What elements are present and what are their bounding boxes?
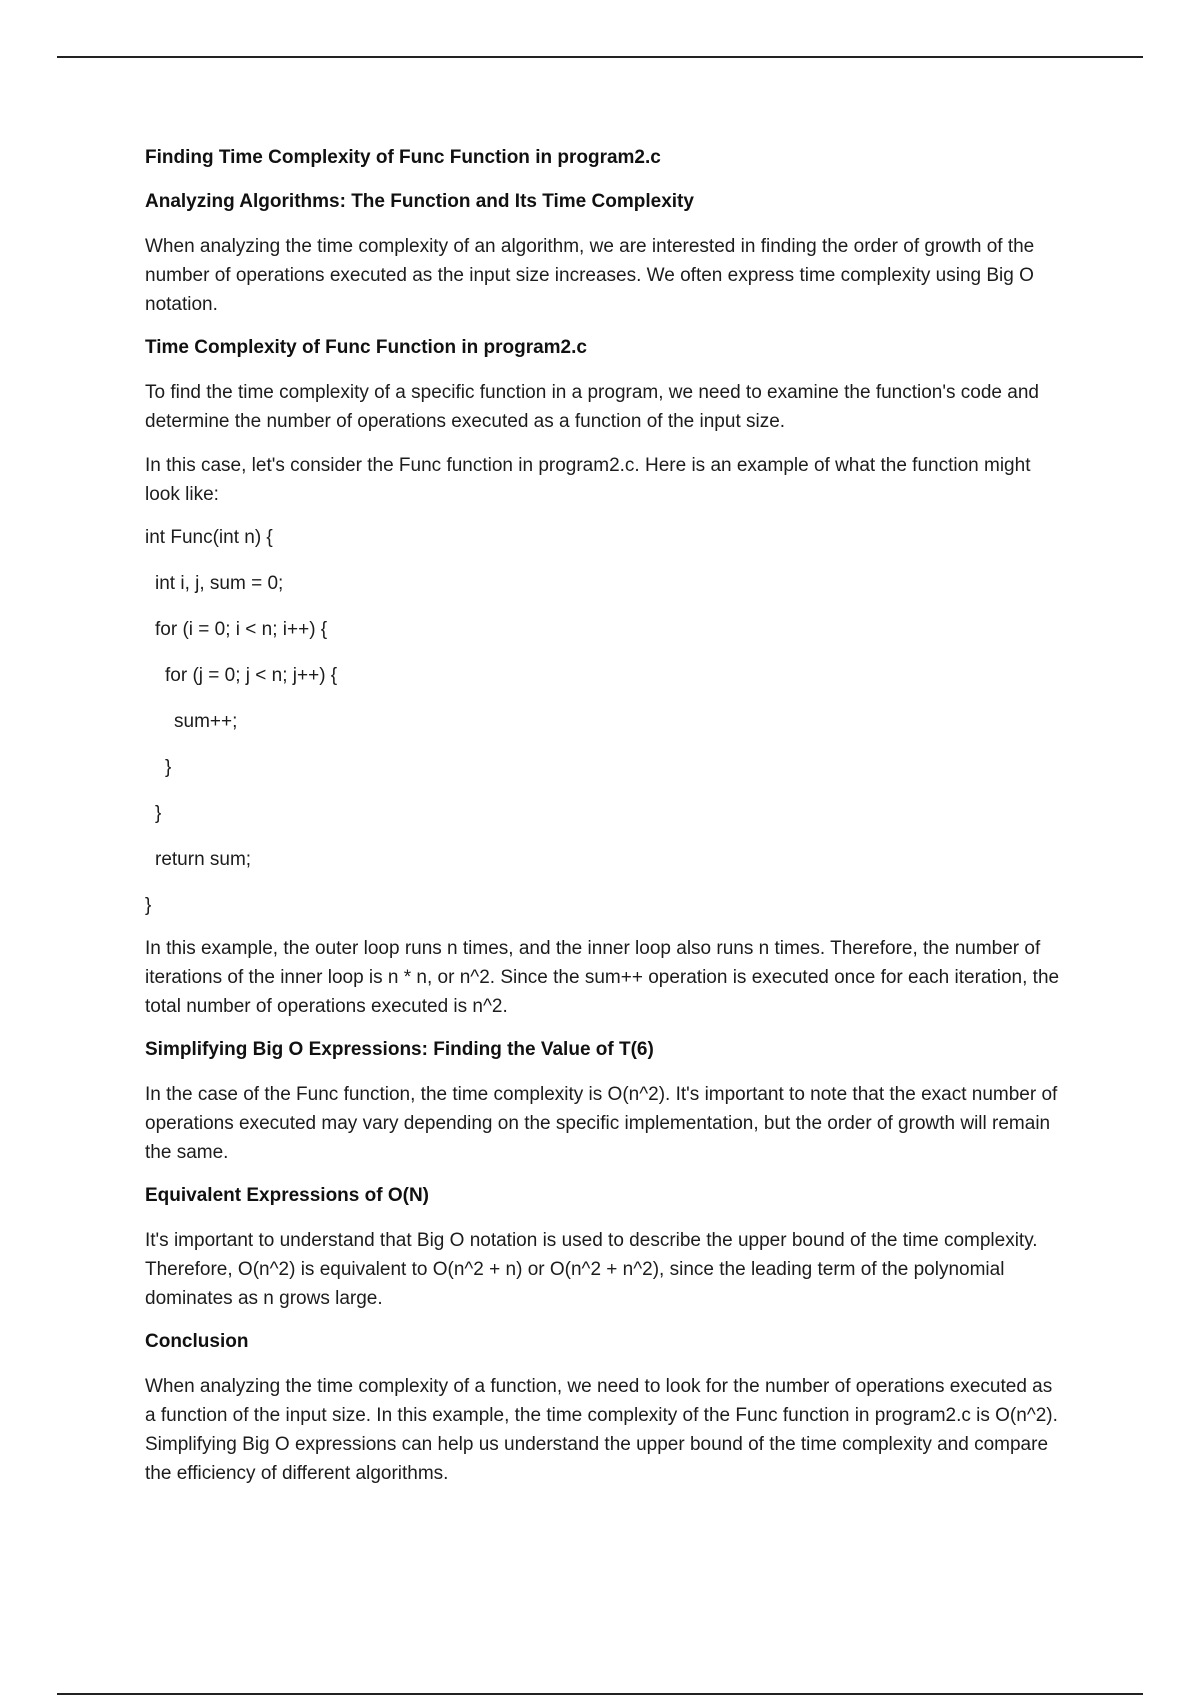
header-rule: [57, 56, 1143, 58]
code-line: return sum;: [155, 849, 252, 870]
code-line: for (i = 0; i < n; i++) {: [155, 619, 328, 640]
section-paragraph: In the case of the Func function, the time complexity is O(n^2). It's important to note that the exact number of operations executed may vary depending on the specific implementation, but the order of growth will remain the same.: [145, 1084, 1058, 1163]
document-title: Finding Time Complexity of Func Function in program2.c: [145, 147, 661, 168]
code-line: for (j = 0; j < n; j++) {: [165, 665, 338, 686]
code-line: }: [145, 895, 152, 916]
code-line: sum++;: [174, 711, 238, 732]
section-heading-conclusion: Conclusion: [145, 1331, 249, 1352]
code-explanation-paragraph: In this example, the outer loop runs n times, and the inner loop also runs n times. Therefore, the number of iterations of the inner loop is n * n, or n^2. Since the sum++ operation is executed once for each iteration, the total number of operations executed is n^2.: [145, 938, 1060, 1017]
conclusion-paragraph: When analyzing the time complexity of a function, we need to look for the number of operations executed as a function of the input size. In this example, the time complexity of the Func function in program2.c is O(n^2). Simplifying Big O expressions can help us understand the upper bound of the time complexity and compare the efficiency of different algorithms.: [145, 1376, 1058, 1484]
section-paragraph: To find the time complexity of a specific function in a program, we need to examine the function's code and determine the number of operations executed as a function of the input size.: [145, 382, 1039, 432]
code-line: }: [165, 757, 172, 778]
section-heading-equivalent-expressions: Equivalent Expressions of O(N): [145, 1185, 429, 1206]
section-heading-time-complexity: Time Complexity of Func Function in program2.c: [145, 337, 587, 358]
code-block: [145, 524, 1065, 919]
code-line: }: [155, 803, 162, 824]
section-paragraph: It's important to understand that Big O notation is used to describe the upper bound of the time complexity. Therefore, O(n^2) is equivalent to O(n^2 + n) or O(n^2 + n^2), since the leading term of the polynomial dominates as n grows large.: [145, 1230, 1038, 1309]
section-paragraph: In this case, let's consider the Func function in program2.c. Here is an example of what the function might look like:: [145, 455, 1031, 505]
section-heading-analyzing-algorithms: Analyzing Algorithms: The Function and Its Time Complexity: [145, 191, 694, 212]
section-paragraph: When analyzing the time complexity of an algorithm, we are interested in finding the order of growth of the number of operations executed as the input size increases. We often express time complexity using Big O notation.: [145, 236, 1035, 315]
code-line: int i, j, sum = 0;: [155, 573, 284, 594]
section-heading-simplifying-big-o: Simplifying Big O Expressions: Finding the Value of T(6): [145, 1039, 654, 1060]
footer-rule: [57, 1693, 1143, 1695]
document-body: [145, 144, 1065, 1503]
code-line: int Func(int n) {: [145, 527, 273, 548]
